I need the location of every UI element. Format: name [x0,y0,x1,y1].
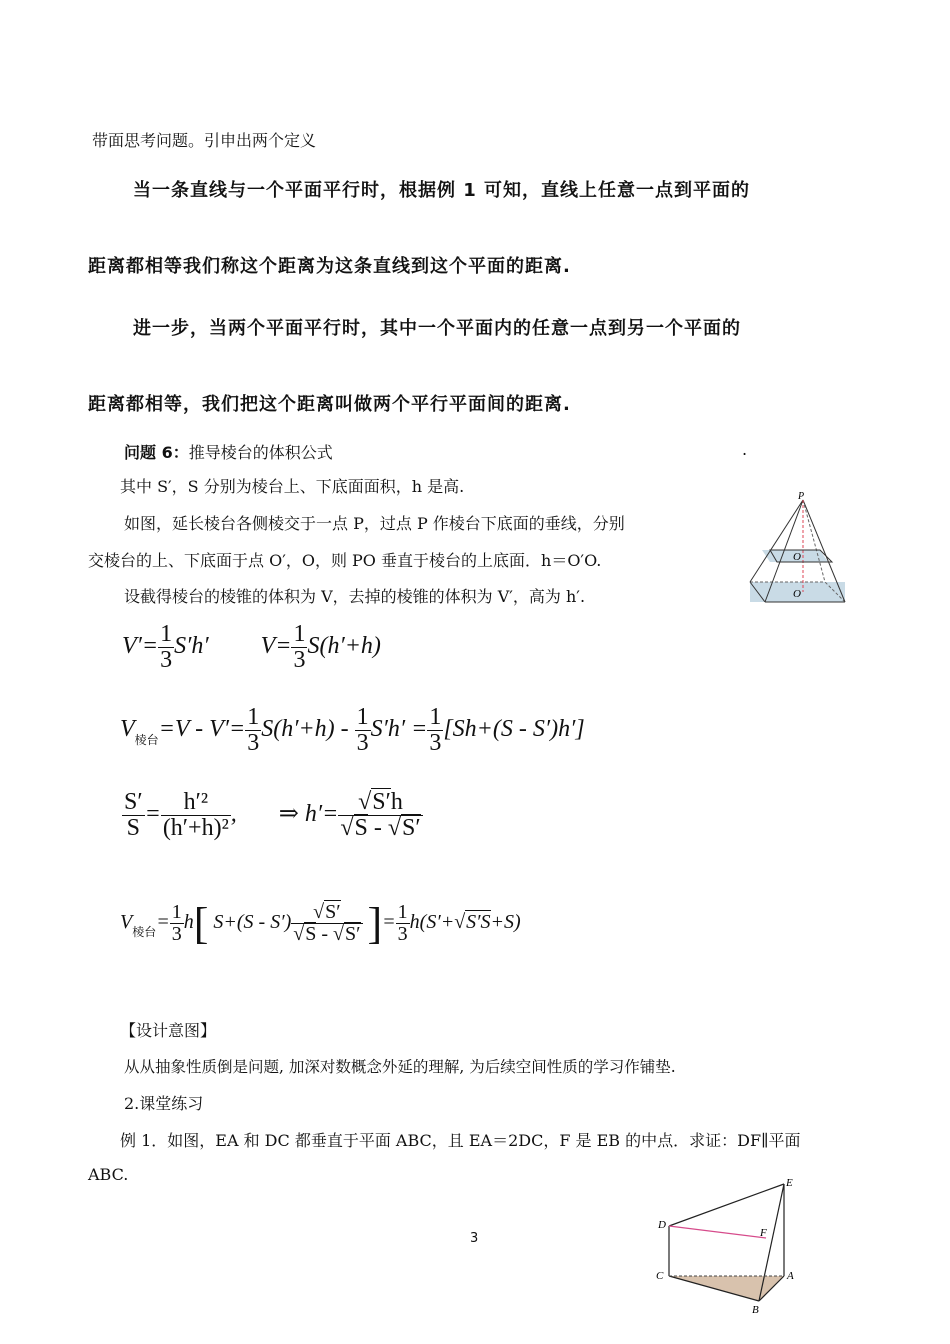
formula-frustum-difference: $V_{棱台}=V - V'=$ $\frac{1}{3}$ S(h′+h) - $\frac{1}{3}$ S′h′ = $\frac{1}{3}$ [Sh+(S - S′)h′] [120,704,585,757]
figure-line-b: 交棱台的上、下底面于点 O′，O，则 PO 垂直于棱台的上底面．h＝O′O. [88,551,602,570]
definition-line-2b: 距离都相等，我们把这个距离叫做两个平行平面间的距离. [88,394,571,415]
design-intent-text: 从从抽象性质倒是问题, 加深对数概念外延的理解, 为后续空间性质的学习作铺垫. [124,1058,676,1076]
label-o-bottom: O [793,588,801,600]
page-number: 3 [470,1231,479,1246]
label-c: C [656,1270,664,1282]
question-6-dot: . [742,440,748,459]
label-d: D [658,1219,666,1231]
definition-line-1a: 当一条直线与一个平面平行时，根据例 1 可知，直线上任意一点到平面的 [133,180,751,201]
definition-line-1b: 距离都相等我们称这个距离为这条直线到这个平面的距离. [88,256,571,277]
label-a: A [787,1270,794,1282]
label-p: P [798,491,805,502]
label-o-top: O [793,551,801,563]
label-f: F [760,1227,767,1239]
set-line: 设截得棱台的棱锥的体积为 V，去掉的棱锥的体积为 V′，高为 h′. [124,587,586,606]
where-line: 其中 S′，S 分别为棱台上、下底面面积，h 是高. [120,477,465,496]
formula-ratio: $\frac{S'}{S}$ = $\frac{\text{h′²}}{\text{(h′+h)²}}$ , ⇒ h′= $\frac{√S'h}{√S - √S'}$ [124,789,421,842]
question-6-text: 推导棱台的体积公式 [188,443,333,462]
label-b: B [752,1304,759,1316]
formula-small-volumes: V′= $\frac{1}{3}$ S′h′ V= $\frac{1}{3}$ S(h′+h) [122,621,381,674]
question-6-label: 问题 6： [124,443,189,462]
intro-line: 带面思考问题。引申出两个定义 [92,131,317,150]
practice-heading: 2.课堂练习 [124,1094,204,1113]
definition-line-2a: 进一步，当两个平面平行时，其中一个平面内的任意一点到另一个平面的 [133,318,741,339]
question-6 [124,440,333,463]
example-1-figure [654,1176,799,1316]
example-1-line-a: 例 1．如图，EA 和 DC 都垂直于平面 ABC，且 EA＝2DC，F 是 EB 的中点．求证：DF∥平面 [120,1131,801,1150]
label-e: E [786,1177,793,1189]
figure-line-a: 如图，延长棱台各侧棱交于一点 P，过点 P 作棱台下底面的垂线，分别 [124,514,625,533]
frustum-pyramid-figure [740,490,852,608]
example-1-line-b: ABC. [88,1165,129,1184]
formula-frustum-volume: $V_{棱台}=$ $\frac{1}{3}$ h[ S+(S - S′) $\frac{√S'}{√S - √S'}$ ]= $\frac{1}{3}$ h(S′+√S′S+S) [120,899,521,948]
design-intent-title: 【设计意图】 [120,1021,217,1040]
